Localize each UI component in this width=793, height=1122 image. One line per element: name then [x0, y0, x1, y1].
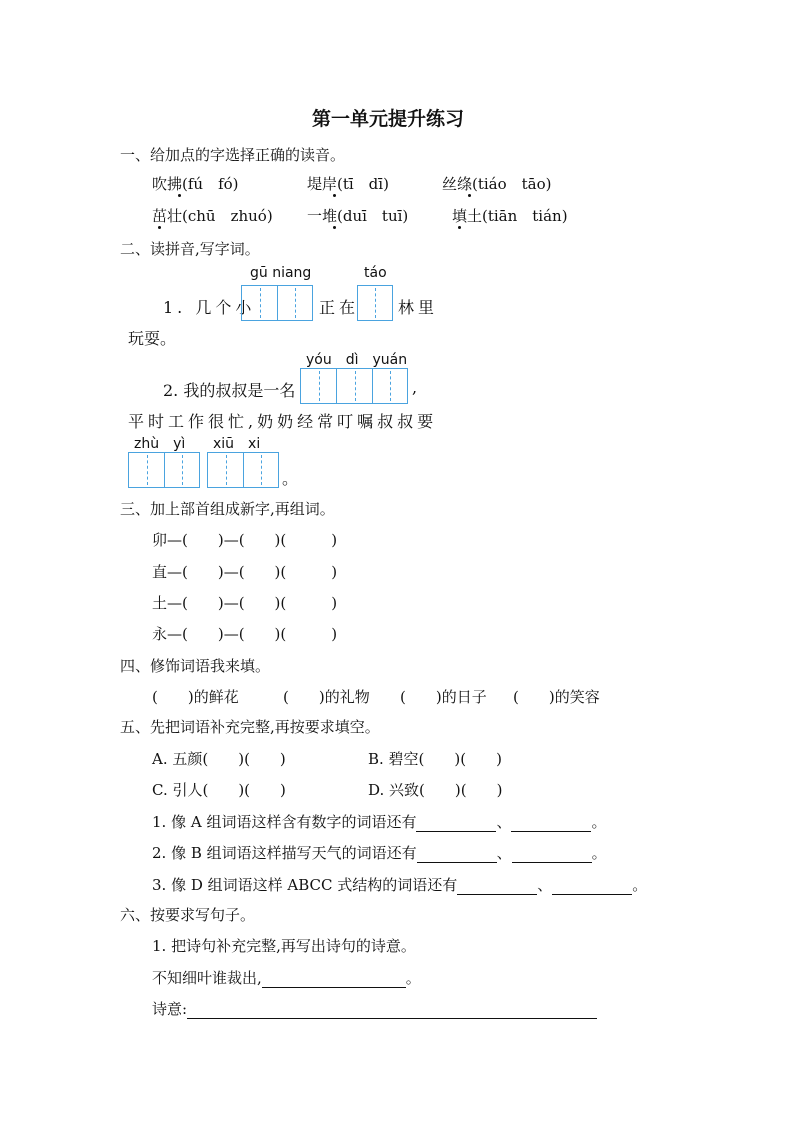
s6-question-1: 1. 把诗句补充完整,再写出诗句的诗意。: [152, 937, 416, 955]
q2-answer-grid-1[interactable]: [300, 368, 408, 404]
q2-text-post: ,: [412, 378, 418, 397]
answer-blank[interactable]: [416, 817, 496, 832]
s5-q2-text: 2. 像 B 组词语这样描写天气的词语还有: [152, 844, 417, 862]
section-3-heading: 三、加上部首组成新字,再组词。: [120, 500, 335, 518]
s5-option-c: C. 引人( )( ): [152, 781, 286, 799]
s4-item-1: ( )的鲜花: [152, 688, 239, 706]
s1-item-5: 一堆(duī tuī): [307, 207, 409, 225]
separator: 、: [537, 876, 553, 894]
section-5-heading: 五、先把词语补充完整,再按要求填空。: [120, 718, 380, 736]
q1-text-pre: 1. 几个小: [163, 298, 256, 317]
q2-answer-grid-3[interactable]: [207, 452, 279, 488]
writing-cell[interactable]: [300, 368, 336, 404]
emphasis-dot: [158, 226, 161, 229]
writing-cell[interactable]: [277, 285, 313, 321]
poem-end-mark: 。: [405, 969, 421, 987]
section-1-heading: 一、给加点的字选择正确的读音。: [120, 146, 346, 164]
s5-q1-text: 1. 像 A 组词语这样含有数字的词语还有: [152, 813, 417, 831]
s5-q3-text: 3. 像 D 组词语这样 ABCC 式结构的词语还有: [152, 876, 458, 894]
q1-answer-grid-2[interactable]: [357, 285, 393, 321]
section-6-heading: 六、按要求写句子。: [120, 906, 256, 924]
q1-answer-grid-1[interactable]: [241, 285, 313, 321]
q2-text-pre: 2. 我的叔叔是一名: [163, 381, 296, 400]
s1-item-2: 堤岸(tī dī): [307, 175, 389, 193]
s5-question-2: [152, 842, 607, 863]
s1-item-3: 丝绦(tiáo tāo): [442, 175, 552, 193]
writing-cell[interactable]: [336, 368, 372, 404]
writing-cell[interactable]: [128, 452, 164, 488]
q2-pinyin-youdiyuan: yóu dì yuán: [306, 352, 408, 368]
writing-cell[interactable]: [164, 452, 200, 488]
s3-row-3: 土—( )—( )( ): [152, 594, 338, 612]
writing-cell[interactable]: [372, 368, 408, 404]
separator: 、: [496, 844, 512, 862]
poem-text: 不知细叶谁裁出,: [152, 969, 262, 987]
s1-item-6: 填土(tiān tián): [452, 207, 568, 225]
end-mark: 。: [632, 876, 648, 894]
answer-blank[interactable]: [457, 880, 537, 895]
q2-end-mark: 。: [282, 469, 299, 488]
s3-row-1: 卯—( )—( )( ): [152, 531, 338, 549]
q1-pinyin-guniang: gū niang: [250, 265, 312, 281]
emphasis-dot: [178, 194, 181, 197]
answer-blank[interactable]: [417, 848, 497, 863]
section-2-heading: 二、读拼音,写字词。: [120, 240, 260, 258]
writing-cell[interactable]: [241, 285, 277, 321]
s6-meaning-line: [152, 998, 597, 1019]
answer-blank[interactable]: [552, 880, 632, 895]
q1-text-mid: 正在: [319, 298, 360, 317]
end-mark: 。: [591, 813, 607, 831]
s3-row-2: 直—( )—( )( ): [152, 563, 338, 581]
s1-item-4: 茁壮(chū zhuó): [152, 207, 273, 225]
emphasis-dot: [333, 194, 336, 197]
s4-item-4: ( )的笑容: [513, 688, 600, 706]
s4-item-3: ( )的日子: [400, 688, 487, 706]
answer-blank[interactable]: [512, 848, 592, 863]
end-mark: 。: [591, 844, 607, 862]
emphasis-dot: [468, 194, 471, 197]
s5-option-d: D. 兴致( )( ): [368, 781, 503, 799]
q1-line-2: 玩耍。: [128, 329, 177, 348]
q2-line-2: 平时工作很忙,奶奶经常叮嘱叔叔要: [128, 412, 438, 431]
writing-cell[interactable]: [207, 452, 243, 488]
section-4-heading: 四、修饰词语我来填。: [120, 657, 271, 675]
s5-option-b: B. 碧空( )( ): [368, 750, 502, 768]
s1-item-1: 吹拂(fú fó): [152, 175, 239, 193]
page-title: 第一单元提升练习: [312, 108, 465, 130]
writing-cell[interactable]: [243, 452, 279, 488]
s4-item-2: ( )的礼物: [283, 688, 370, 706]
s5-option-a: A. 五颜( )( ): [152, 750, 286, 768]
s6-poem-line: [152, 967, 421, 988]
answer-blank[interactable]: [511, 817, 591, 832]
separator: 、: [496, 813, 512, 831]
s5-question-1: [152, 811, 606, 832]
poem-answer-blank[interactable]: [262, 973, 406, 988]
emphasis-dot: [458, 226, 461, 229]
writing-cell[interactable]: [357, 285, 393, 321]
meaning-label: 诗意:: [152, 1000, 188, 1018]
q2-answer-grid-2[interactable]: [128, 452, 200, 488]
s5-question-3: [152, 874, 647, 895]
q2-pinyin-xiuxi: xiū xi: [213, 436, 261, 452]
q1-pinyin-tao: táo: [364, 265, 387, 281]
meaning-answer-blank[interactable]: [187, 1004, 597, 1019]
q1-text-post: 林里: [398, 298, 439, 317]
s3-row-4: 永—( )—( )( ): [152, 625, 338, 643]
q2-pinyin-zhuyi: zhù yì: [134, 436, 186, 452]
emphasis-dot: [333, 226, 336, 229]
